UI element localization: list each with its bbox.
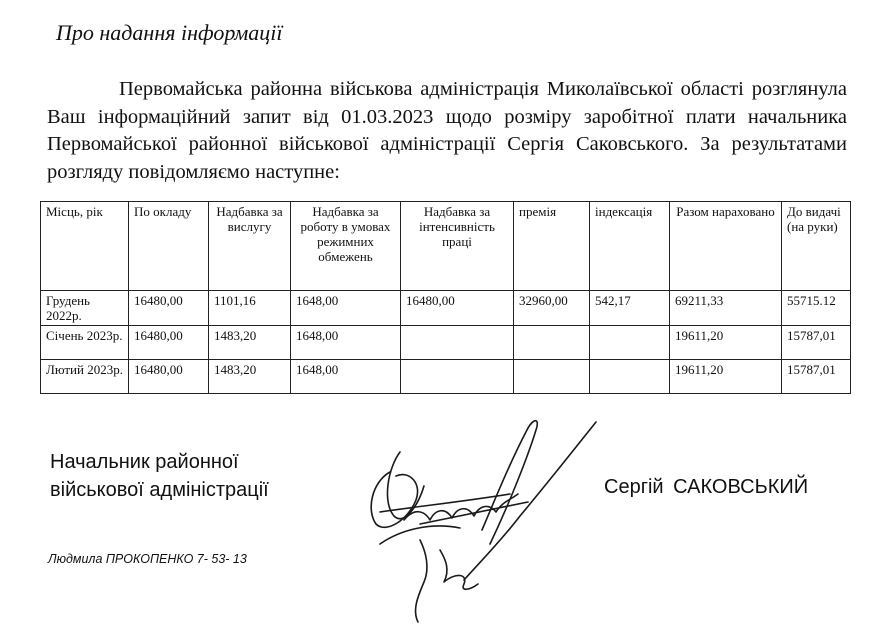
cell-salary: 16480,00 bbox=[129, 291, 209, 326]
cell-indexation bbox=[590, 326, 670, 360]
header-salary: По окладу bbox=[129, 202, 209, 291]
header-net-pay: До видачі (на руки) bbox=[782, 202, 851, 291]
cell-premium bbox=[514, 326, 590, 360]
cell-intensity-bonus bbox=[401, 326, 514, 360]
salary-table bbox=[40, 201, 851, 394]
header-seniority-bonus: Надбавка за вислугу bbox=[209, 202, 291, 291]
letter-body-text: Первомайська районна військова адміністрація Миколаївської області розглянула Ваш інформаційний запит від 01.03.2023 щодо розміру заробітної плати начальника Первомайської районної військової адміністрації Сергія Саковського. За результатами розгляду повідомляємо наступне: bbox=[47, 78, 847, 183]
header-regime-bonus: Надбавка за роботу в умовах режимних обмежень bbox=[291, 202, 401, 291]
cell-regime-bonus: 1648,00 bbox=[291, 360, 401, 394]
cell-seniority-bonus: 1483,20 bbox=[209, 360, 291, 394]
contact-person: Людмила ПРОКОПЕНКО 7- 53- 13 bbox=[48, 552, 247, 566]
cell-total-accrued: 19611,20 bbox=[670, 360, 782, 394]
cell-total-accrued: 19611,20 bbox=[670, 326, 782, 360]
table-row bbox=[41, 360, 851, 394]
cell-regime-bonus: 1648,00 bbox=[291, 291, 401, 326]
header-premium: премія bbox=[514, 202, 590, 291]
cell-salary: 16480,00 bbox=[129, 326, 209, 360]
table-header-row bbox=[41, 202, 851, 291]
cell-seniority-bonus: 1483,20 bbox=[209, 326, 291, 360]
signatory-name: Сергій САКОВСЬКИЙ bbox=[604, 476, 809, 498]
cell-indexation: 542,17 bbox=[590, 291, 670, 326]
cell-premium: 32960,00 bbox=[514, 291, 590, 326]
cell-total-accrued: 69211,33 bbox=[670, 291, 782, 326]
cell-month: Лютий 2023р. bbox=[41, 360, 129, 394]
header-indexation: індексація bbox=[590, 202, 670, 291]
cell-net-pay: 15787,01 bbox=[782, 360, 851, 394]
cell-intensity-bonus: 16480,00 bbox=[401, 291, 514, 326]
cell-net-pay: 15787,01 bbox=[782, 326, 851, 360]
cell-month: Грудень 2022р. bbox=[41, 291, 129, 326]
cell-seniority-bonus: 1101,16 bbox=[209, 291, 291, 326]
cell-indexation bbox=[590, 360, 670, 394]
signatory-position-line2: військової адміністрації bbox=[50, 479, 269, 501]
header-total-accrued: Разом нараховано bbox=[670, 202, 782, 291]
letter-body bbox=[47, 76, 847, 186]
table-row bbox=[41, 326, 851, 360]
header-intensity-bonus: Надбавка за інтенсивність праці bbox=[401, 202, 514, 291]
table-row bbox=[41, 291, 851, 326]
handwritten-signature bbox=[360, 412, 600, 624]
letter-subject: Про надання інформації bbox=[56, 20, 283, 45]
header-month: Місць, рік bbox=[41, 202, 129, 291]
cell-premium bbox=[514, 360, 590, 394]
cell-regime-bonus: 1648,00 bbox=[291, 326, 401, 360]
signatory-position-line1: Начальник районної bbox=[50, 451, 239, 473]
cell-intensity-bonus bbox=[401, 360, 514, 394]
signatory-position bbox=[50, 448, 269, 504]
cell-salary: 16480,00 bbox=[129, 360, 209, 394]
cell-month: Січень 2023р. bbox=[41, 326, 129, 360]
cell-net-pay: 55715.12 bbox=[782, 291, 851, 326]
